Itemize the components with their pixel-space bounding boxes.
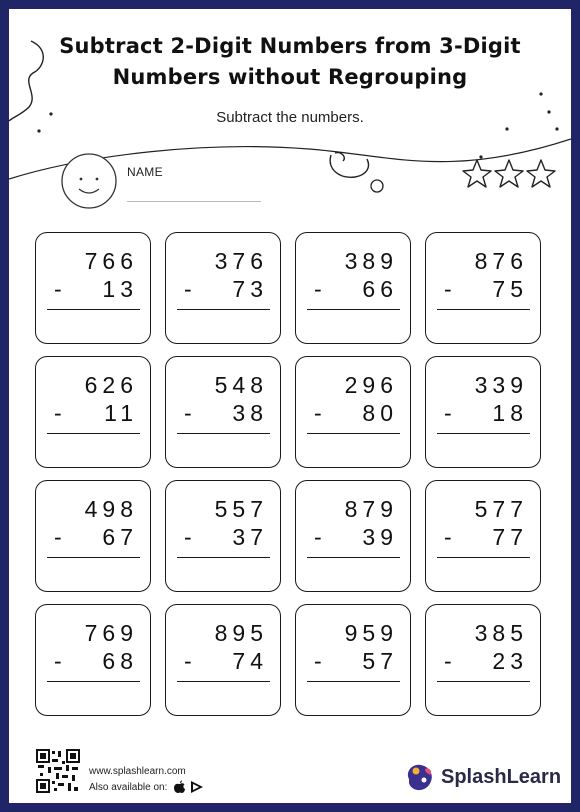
answer-line[interactable] <box>177 433 270 434</box>
answer-line[interactable] <box>307 433 400 434</box>
problem-grid <box>35 232 541 716</box>
minuend: 548 <box>214 372 268 398</box>
store-icons <box>173 780 205 794</box>
subtrahend: 75 <box>492 276 528 302</box>
minus-sign: - <box>54 648 62 674</box>
problem-card <box>425 356 541 468</box>
problem-card <box>35 480 151 592</box>
subtrahend: 74 <box>232 648 268 674</box>
available-on-label: Also available on: <box>89 782 168 793</box>
subtrahend: 67 <box>102 524 138 550</box>
minuend: 339 <box>474 372 528 398</box>
minuend: 959 <box>344 620 398 646</box>
subtrahend: 18 <box>492 400 528 426</box>
answer-line[interactable] <box>307 309 400 310</box>
subtrahend: 23 <box>492 648 528 674</box>
title-line-1: Subtract 2-Digit Numbers from 3-Digit <box>59 34 521 58</box>
problem-card <box>295 232 411 344</box>
problem-card <box>35 604 151 716</box>
minuend: 766 <box>84 248 138 274</box>
problem-card <box>35 232 151 344</box>
minus-sign: - <box>54 276 62 302</box>
minuend: 498 <box>84 496 138 522</box>
qr-code-icon <box>36 749 80 793</box>
minus-sign: - <box>184 648 192 674</box>
subtrahend: 37 <box>232 524 268 550</box>
answer-line[interactable] <box>47 433 140 434</box>
minus-sign: - <box>314 524 322 550</box>
minuend: 626 <box>84 372 138 398</box>
minus-sign: - <box>314 648 322 674</box>
problem-card <box>295 480 411 592</box>
answer-line[interactable] <box>47 309 140 310</box>
minus-sign: - <box>314 400 322 426</box>
problem-card <box>425 232 541 344</box>
answer-line[interactable] <box>177 557 270 558</box>
subtrahend: 68 <box>102 648 138 674</box>
subtrahend: 39 <box>362 524 398 550</box>
minus-sign: - <box>54 524 62 550</box>
minuend: 895 <box>214 620 268 646</box>
answer-line[interactable] <box>177 309 270 310</box>
answer-line[interactable] <box>437 681 530 682</box>
minuend: 876 <box>474 248 528 274</box>
minuend: 385 <box>474 620 528 646</box>
subtrahend: 57 <box>362 648 398 674</box>
subtrahend: 11 <box>104 400 138 426</box>
answer-line[interactable] <box>437 309 530 310</box>
minus-sign: - <box>444 524 452 550</box>
answer-line[interactable] <box>47 681 140 682</box>
problem-card <box>425 604 541 716</box>
smiley-face-icon <box>62 154 116 208</box>
subtrahend: 38 <box>232 400 268 426</box>
minus-sign: - <box>184 276 192 302</box>
title-line-2: Numbers without Regrouping <box>112 65 468 89</box>
problem-card <box>165 356 281 468</box>
problem-card <box>165 480 281 592</box>
minuend: 296 <box>344 372 398 398</box>
answer-line[interactable] <box>307 557 400 558</box>
problem-card <box>165 604 281 716</box>
subtrahend: 73 <box>232 276 268 302</box>
subtrahend: 66 <box>362 276 398 302</box>
name-field-line[interactable] <box>127 201 261 202</box>
minuend: 769 <box>84 620 138 646</box>
subtrahend: 80 <box>362 400 398 426</box>
problem-card <box>165 232 281 344</box>
name-label: NAME <box>127 165 163 179</box>
minuend: 577 <box>474 496 528 522</box>
splashlearn-logo-icon <box>403 761 437 795</box>
answer-line[interactable] <box>437 557 530 558</box>
minus-sign: - <box>444 276 452 302</box>
problem-card <box>295 356 411 468</box>
minuend: 879 <box>344 496 398 522</box>
instruction-text: Subtract the numbers. <box>216 109 364 126</box>
brand-name: SplashLearn <box>441 766 562 788</box>
apple-icon[interactable] <box>174 781 185 794</box>
minuend: 376 <box>214 248 268 274</box>
minus-sign: - <box>314 276 322 302</box>
problem-card <box>35 356 151 468</box>
problem-card <box>295 604 411 716</box>
answer-line[interactable] <box>47 557 140 558</box>
minus-sign: - <box>54 400 62 426</box>
minus-sign: - <box>184 524 192 550</box>
star-icon <box>463 160 555 187</box>
worksheet-title <box>9 31 571 93</box>
subtrahend: 13 <box>102 276 138 302</box>
minus-sign: - <box>444 648 452 674</box>
answer-line[interactable] <box>307 681 400 682</box>
website-link[interactable]: www.splashlearn.com <box>89 766 186 777</box>
answer-line[interactable] <box>177 681 270 682</box>
minus-sign: - <box>184 400 192 426</box>
minuend: 557 <box>214 496 268 522</box>
minuend: 389 <box>344 248 398 274</box>
subtrahend: 77 <box>492 524 528 550</box>
problem-card <box>425 480 541 592</box>
play-store-icon[interactable] <box>191 781 203 793</box>
answer-line[interactable] <box>437 433 530 434</box>
minus-sign: - <box>444 400 452 426</box>
